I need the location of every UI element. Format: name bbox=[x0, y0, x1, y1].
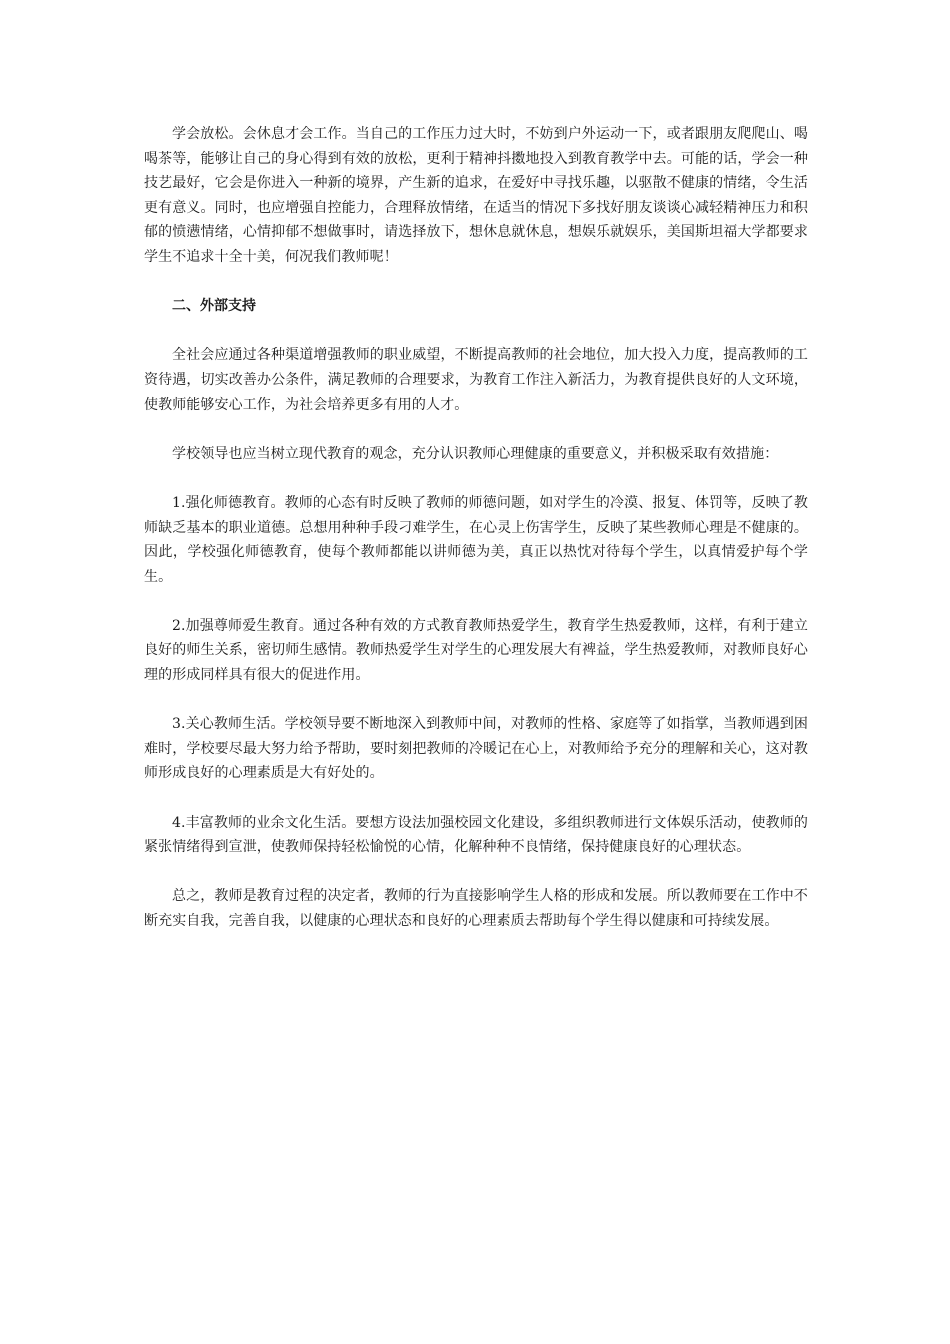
paragraph-gap bbox=[144, 786, 808, 811]
paragraph-gap bbox=[144, 589, 808, 614]
paragraph-gap bbox=[144, 417, 808, 442]
paragraph-school-leaders: 学校领导也应当树立现代教育的观念，充分认识教师心理健康的重要意义，并积极采取有效措施： bbox=[172, 445, 779, 462]
paragraph-gap bbox=[144, 860, 808, 885]
paragraph-gap bbox=[144, 466, 808, 491]
paragraph-item-4: 4.丰富教师的业余文化生活。要想方设法加强校园文化建设，多组织教师进行文体娱乐活动，使教师的紧张情绪得到宣泄，使教师保持轻松愉悦的心情，化解种种不良情绪，保持健康良好的心理状态。 bbox=[144, 814, 808, 856]
paragraph-gap bbox=[144, 319, 808, 344]
paragraph-society: 全社会应通过各种渠道增强教师的职业威望，不断提高教师的社会地位，加大投入力度，提高教师的工资待遇，切实改善办公条件，满足教师的合理要求，为教育工作注入新活力，为教育提供良好的人文环境，使教师能够安心工作，为社会培养更多有用的人才。 bbox=[144, 347, 808, 413]
paragraph-gap bbox=[144, 270, 808, 295]
paragraph-item-2: 2.加强尊师爱生教育。通过各种有效的方式教育教师热爱学生，教育学生热爱教师，这样，有利于建立良好的师生关系，密切师生感情。教师热爱学生对学生的心理发展大有裨益，学生热爱教师，对教师良好心理的形成同样具有很大的促进作用。 bbox=[144, 617, 808, 684]
paragraph-conclusion: 总之，教师是教育过程的决定者，教师的行为直接影响学生人格的形成和发展。所以教师要在工作中不断充实自我，完善自我，以健康的心理状态和良好的心理素质去帮助每个学生得以健康和可持续发展。 bbox=[144, 888, 808, 929]
paragraph-item-3: 3.关心教师生活。学校领导要不断地深入到教师中间，对教师的性格、家庭等了如指掌，当教师遇到困难时，学校要尽最大努力给予帮助，要时刻把教师的冷暖记在心上，对教师给予充分的理解和关心，这对教师形成良好的心理素质是大有好处的。 bbox=[144, 716, 808, 782]
paragraph-gap bbox=[144, 688, 808, 713]
section-heading-external-support: 二、外部支持 bbox=[172, 298, 256, 315]
document-body bbox=[144, 122, 808, 934]
paragraph-item-1: 1.强化师德教育。教师的心态有时反映了教师的师德问题，如对学生的冷漠、报复、体罚等，反映了教师缺乏基本的职业道德。总想用种种手段刁难学生，在心灵上伤害学生，反映了某些教师心理是不健康的。因此，学校强化师德教育，使每个教师都能以讲师德为美，真正以热忱对待每个学生，以真情爱护每个学生。 bbox=[144, 494, 808, 585]
paragraph-relaxation: 学会放松。会休息才会工作。当自己的工作压力过大时，不妨到户外运动一下，或者跟朋友爬爬山、喝喝茶等，能够让自己的身心得到有效的放松，更利于精神抖擞地投入到教育教学中去。可能的话，学会一种技艺最好，它会是你进入一种新的境界，产生新的追求，在爱好中寻找乐趣，以驱散不健康的情绪，令生活更有意义。同时，也应增强自控能力，合理释放情绪，在适当的情况下多找好朋友谈谈心减轻精神压力和积郁的愤懑情绪，心情抑郁不想做事时，请选择放下，想休息就休息，想娱乐就娱乐，美国斯坦福大学都要求学生不追求十全十美，何况我们教师呢！ bbox=[144, 126, 808, 265]
